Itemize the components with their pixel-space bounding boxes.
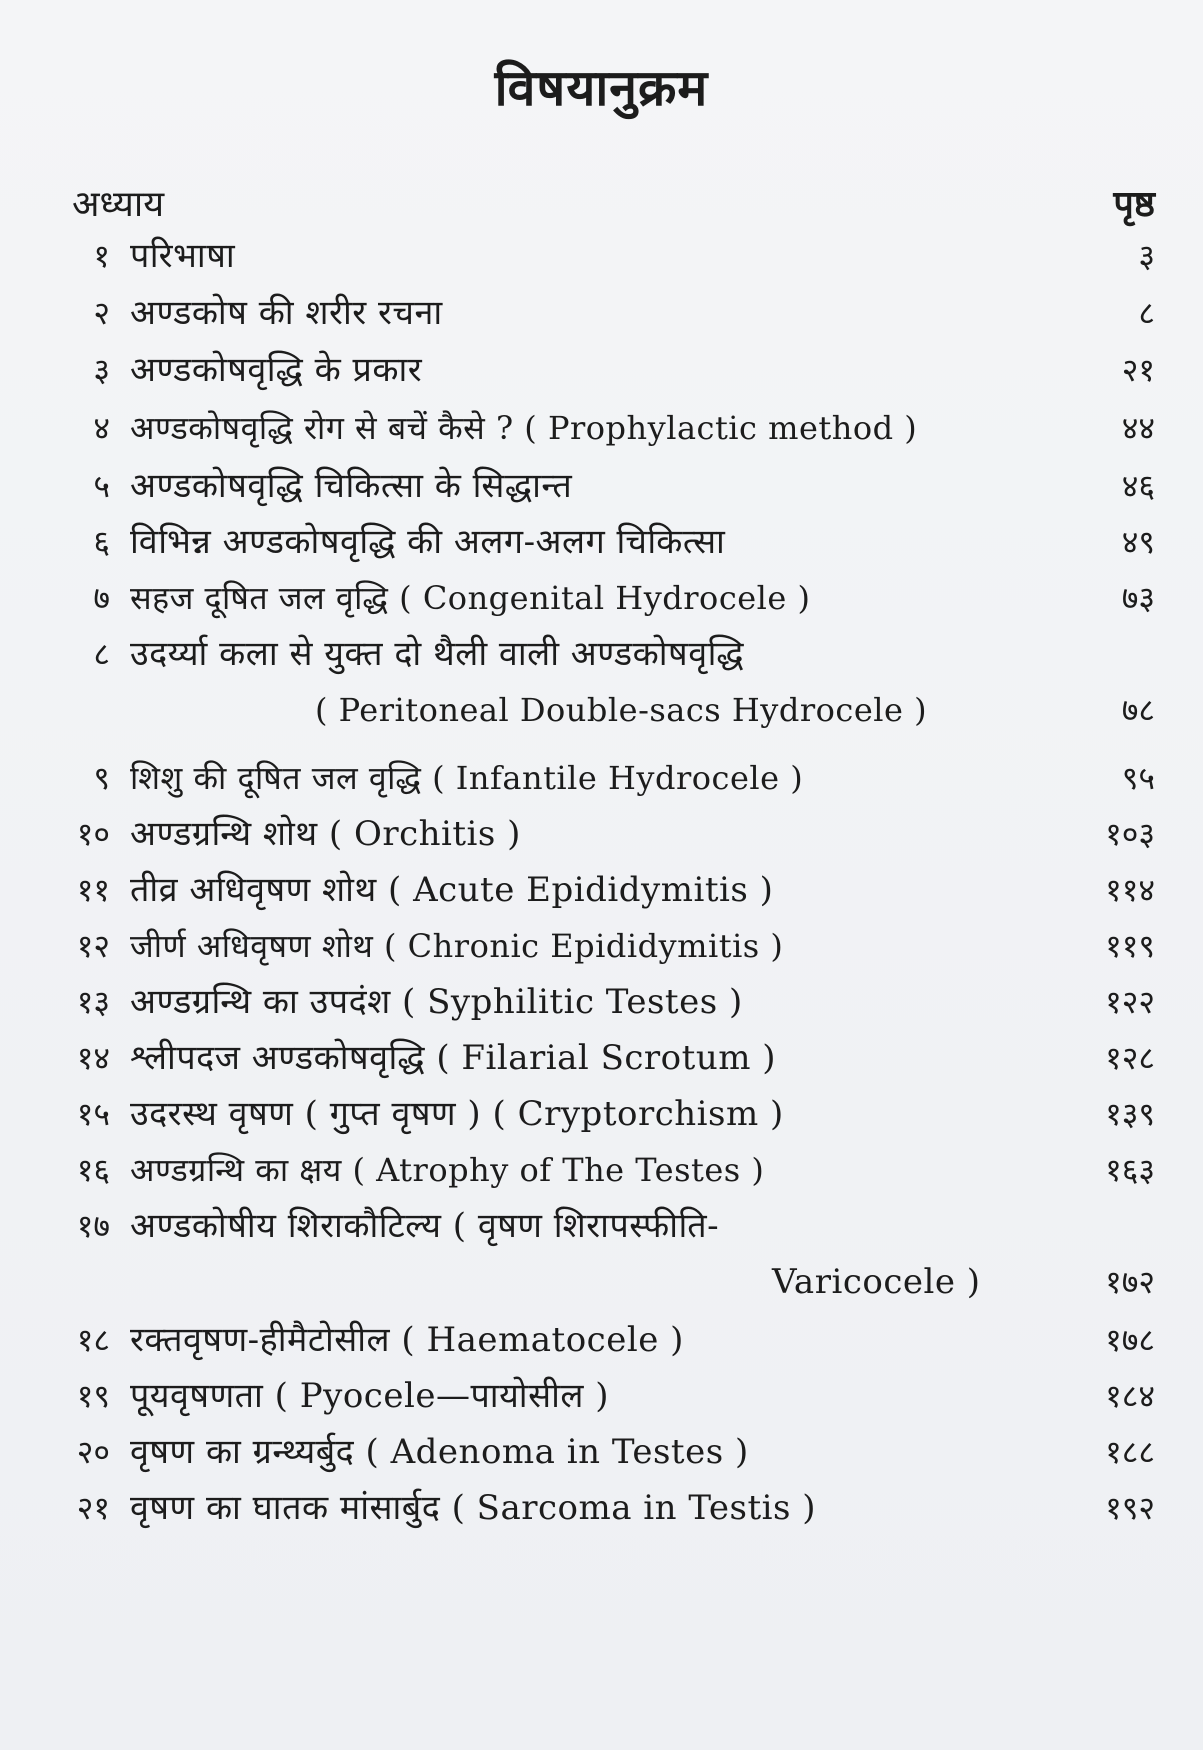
page-number: ९५: [1121, 759, 1155, 797]
chapter-number: १३: [76, 983, 110, 1021]
page-number: १८४: [1105, 1377, 1155, 1415]
chapter-title: जीर्ण अधिवृषण शोथ ( Chronic Epididymitis ): [130, 927, 784, 965]
toc-entry: [0, 228, 1203, 284]
chapter-number: १५: [76, 1095, 110, 1133]
toc-entry: [0, 1424, 1203, 1480]
chapter-number: २१: [76, 1489, 110, 1527]
chapter-number: २: [93, 294, 110, 332]
toc-entry: [0, 285, 1203, 341]
chapter-number: १०: [76, 815, 110, 853]
page-number: १७८: [1105, 1321, 1155, 1359]
column-header-chapter: अध्याय: [72, 184, 165, 225]
toc-entry: [0, 514, 1203, 570]
chapter-title: रक्तवृषण-हीमैटोसील ( Haematocele ): [130, 1320, 684, 1360]
toc-entry: [0, 1480, 1203, 1536]
page-title: विषयानुक्रम: [494, 58, 709, 117]
page-number: ४९: [1121, 523, 1155, 561]
chapter-title: श्लीपदज अण्डकोषवृद्धि ( Filarial Scrotum ): [130, 1038, 777, 1078]
chapter-title: शिशु की दूषित जल वृद्धि ( Infantile Hydrocele ): [130, 759, 804, 797]
chapter-number: १९: [76, 1377, 110, 1415]
page-number: १८८: [1105, 1433, 1155, 1471]
chapter-title: अण्डग्रन्थि शोथ ( Orchitis ): [130, 814, 521, 854]
page-number: १२२: [1105, 983, 1155, 1021]
toc-entry-continuation: [0, 682, 1203, 738]
page-number: २१: [1121, 351, 1155, 389]
chapter-title: उदर्य्या कला से युक्त दो थैली वाली अण्डकोषवृद्धि: [130, 634, 745, 674]
page-number: ४४: [1121, 409, 1155, 447]
chapter-title: अण्डकोष की शरीर रचना: [130, 293, 443, 333]
toc-entry: [0, 342, 1203, 398]
column-header-page: पृष्ठ: [1113, 183, 1155, 225]
toc-entry: [0, 918, 1203, 974]
chapter-number: ४: [93, 409, 110, 447]
chapter-number: १४: [76, 1039, 110, 1077]
chapter-number: १२: [76, 927, 110, 965]
chapter-title: विभिन्न अण्डकोषवृद्धि की अलग-अलग चिकित्सा: [130, 522, 726, 562]
chapter-number: ५: [93, 467, 110, 505]
chapter-number: १६: [76, 1151, 110, 1189]
toc-entry: [0, 750, 1203, 806]
chapter-title: सहज दूषित जल वृद्धि ( Congenital Hydrocele ): [130, 579, 811, 617]
chapter-number: ८: [93, 635, 110, 673]
chapter-title: अण्डकोषवृद्धि रोग से बचें कैसे ? ( Prophylactic method ): [130, 409, 918, 447]
page-number: ७८: [1121, 691, 1155, 729]
chapter-number: ७: [93, 579, 110, 617]
chapter-number: १७: [76, 1207, 110, 1245]
toc-entry: [0, 1086, 1203, 1142]
chapter-title-continued: ( Peritoneal Double-sacs Hydrocele ): [315, 691, 928, 729]
toc-entry: [0, 806, 1203, 862]
toc-entry: [0, 862, 1203, 918]
chapter-title-continued: Varicocele ): [772, 1262, 981, 1302]
page-number: ४६: [1121, 467, 1155, 505]
chapter-title: अण्डग्रन्थि का उपदंश ( Syphilitic Testes ): [130, 982, 743, 1022]
toc-entry: [0, 1312, 1203, 1368]
chapter-title: अण्डकोषवृद्धि के प्रकार: [130, 350, 423, 390]
chapter-title: तीव्र अधिवृषण शोथ ( Acute Epididymitis ): [130, 870, 774, 910]
toc-entry: [0, 570, 1203, 626]
chapter-title: वृषण का घातक मांसार्बुद ( Sarcoma in Testis ): [130, 1488, 817, 1528]
toc-entry: [0, 974, 1203, 1030]
chapter-title: अण्डकोषीय शिराकौटिल्य ( वृषण शिरापस्फीति-: [130, 1206, 720, 1246]
chapter-title: पूयवृषणता ( Pyocele—पायोसील ): [130, 1376, 610, 1416]
chapter-title: वृषण का ग्रन्थ्यर्बुद ( Adenoma in Testes ): [130, 1432, 749, 1472]
page-number: १२८: [1105, 1039, 1155, 1077]
page-number: ८: [1138, 294, 1155, 332]
page-number: १३९: [1105, 1095, 1155, 1133]
toc-entry: [0, 626, 1203, 682]
page-number: १९२: [1105, 1489, 1155, 1527]
page-number: १०३: [1105, 815, 1155, 853]
chapter-number: १८: [76, 1321, 110, 1359]
page-number: ११४: [1105, 871, 1155, 909]
chapter-number: ११: [76, 871, 110, 909]
toc-entry-continuation: [0, 1254, 1203, 1310]
page-number: १७२: [1105, 1263, 1155, 1301]
toc-entry: [0, 1142, 1203, 1198]
page-number: ३: [1138, 237, 1155, 275]
chapter-title: उदरस्थ वृषण ( गुप्त वृषण ) ( Cryptorchism ): [130, 1094, 784, 1134]
chapter-number: १: [93, 237, 110, 275]
toc-entry: [0, 400, 1203, 456]
chapter-title: अण्डग्रन्थि का क्षय ( Atrophy of The Testes ): [130, 1151, 765, 1189]
page-number: ११९: [1105, 927, 1155, 965]
toc-entry: [0, 1030, 1203, 1086]
toc-entry: [0, 458, 1203, 514]
page-number: १६३: [1105, 1151, 1155, 1189]
page-number: ७३: [1121, 579, 1155, 617]
toc-entry: [0, 1198, 1203, 1254]
toc-entry: [0, 1368, 1203, 1424]
chapter-number: ६: [93, 523, 110, 561]
chapter-title: परिभाषा: [130, 236, 236, 276]
chapter-title: अण्डकोषवृद्धि चिकित्सा के सिद्धान्त: [130, 466, 573, 506]
chapter-number: ३: [93, 351, 110, 389]
chapter-number: ९: [93, 759, 110, 797]
chapter-number: २०: [76, 1433, 110, 1471]
